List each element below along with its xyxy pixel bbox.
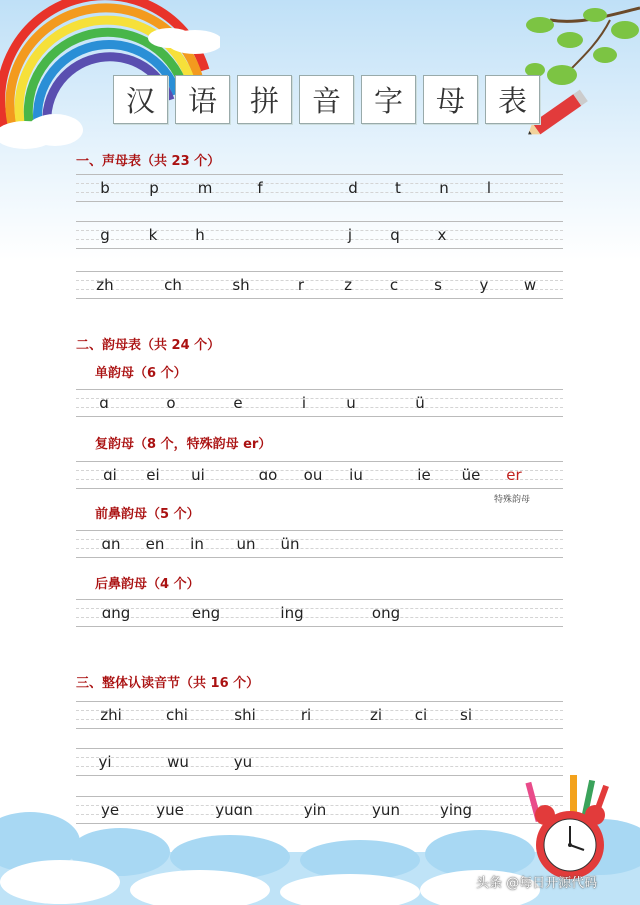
- pinyin-letter: yuɑn: [215, 801, 253, 819]
- pinyin-letter: shi: [234, 706, 256, 724]
- pinyin-letter: sh: [232, 276, 250, 294]
- subheading-single-finals: 单韵母（6 个）: [95, 366, 187, 381]
- writing-band: [76, 599, 563, 627]
- pinyin-letter: si: [460, 706, 472, 724]
- writing-band: [76, 748, 563, 776]
- pinyin-letter: eng: [191, 604, 221, 622]
- alarm-clock-icon: [510, 770, 630, 885]
- pinyin-letter: ong: [371, 604, 401, 622]
- special-final-note: 特殊韵母: [494, 495, 531, 505]
- pinyin-letter: ɑi: [103, 466, 117, 484]
- pinyin-letter: ci: [414, 706, 428, 724]
- pinyin-letter: w: [523, 276, 537, 294]
- pinyin-letter: üe: [461, 466, 481, 484]
- pinyin-letter: in: [190, 535, 204, 553]
- pinyin-letter: ü: [415, 394, 425, 412]
- pinyin-letter: q: [390, 226, 400, 244]
- pinyin-letter: yu: [233, 753, 253, 771]
- title-char: 拼: [237, 75, 292, 124]
- pinyin-letter: t: [395, 179, 401, 197]
- pinyin-letter: ɑn: [101, 535, 121, 553]
- pinyin-letter: yue: [156, 801, 184, 819]
- pinyin-letter: d: [348, 179, 358, 197]
- pinyin-letter: l: [486, 179, 492, 197]
- pinyin-letter: g: [100, 226, 110, 244]
- pinyin-letter: ei: [146, 466, 160, 484]
- pinyin-letter: zhi: [100, 706, 122, 724]
- section-heading-initials: 一、声母表（共 23 个）: [76, 154, 221, 169]
- watermark-text: 头条 @每日开源代码: [476, 876, 598, 891]
- title-char: 字: [361, 75, 416, 124]
- pinyin-letter: yi: [98, 753, 112, 771]
- writing-band: [76, 389, 563, 417]
- pinyin-letter: k: [148, 226, 158, 244]
- pinyin-letter: zi: [369, 706, 383, 724]
- title-char: 母: [423, 75, 478, 124]
- pinyin-letter: ɑ: [99, 394, 109, 412]
- title-char: 音: [299, 75, 354, 124]
- pinyin-letter: n: [439, 179, 449, 197]
- pinyin-letter: yun: [372, 801, 400, 819]
- pinyin-letter: i: [301, 394, 307, 412]
- pinyin-letter: ɑo: [258, 466, 278, 484]
- title-char: 语: [175, 75, 230, 124]
- special-final-er: er: [506, 466, 522, 484]
- pinyin-letter: e: [233, 394, 243, 412]
- pinyin-letter: m: [197, 179, 213, 197]
- pinyin-letter: s: [434, 276, 442, 294]
- pinyin-letter: yin: [303, 801, 327, 819]
- pinyin-letter: o: [166, 394, 176, 412]
- writing-band: [76, 271, 563, 299]
- section-heading-whole-syllables: 三、整体认读音节（共 16 个）: [76, 676, 260, 691]
- pinyin-letter: ie: [417, 466, 431, 484]
- pinyin-letter: ch: [164, 276, 182, 294]
- pinyin-letter: f: [257, 179, 263, 197]
- pinyin-letter: ou: [303, 466, 323, 484]
- pinyin-letter: ün: [280, 535, 300, 553]
- pinyin-letter: x: [437, 226, 447, 244]
- subheading-front-nasal-finals: 前鼻韵母（5 个）: [95, 507, 200, 522]
- pinyin-letter: u: [346, 394, 356, 412]
- pinyin-letter: ying: [439, 801, 473, 819]
- pinyin-letter: c: [389, 276, 399, 294]
- pinyin-letter: en: [145, 535, 165, 553]
- pinyin-letter: ing: [280, 604, 304, 622]
- title-char: 表: [485, 75, 540, 124]
- pinyin-letter: j: [347, 226, 353, 244]
- pinyin-letter: ri: [300, 706, 312, 724]
- title-char: 汉: [113, 75, 168, 124]
- pinyin-letter: h: [195, 226, 205, 244]
- pinyin-letter: ɑng: [101, 604, 131, 622]
- writing-band: [76, 701, 563, 729]
- subheading-back-nasal-finals: 后鼻韵母（4 个）: [95, 577, 200, 592]
- pinyin-letter: wu: [167, 753, 189, 771]
- subheading-compound-finals: 复韵母（8 个，特殊韵母 er）: [95, 437, 272, 452]
- pinyin-letter: chi: [166, 706, 188, 724]
- pinyin-letter: b: [100, 179, 110, 197]
- page-title: [113, 75, 540, 124]
- pinyin-letter: ye: [100, 801, 120, 819]
- pinyin-letter: y: [479, 276, 489, 294]
- pinyin-letter: zh: [96, 276, 114, 294]
- pinyin-letter: r: [297, 276, 305, 294]
- pinyin-letter: ui: [191, 466, 205, 484]
- pinyin-letter: p: [149, 179, 159, 197]
- pinyin-letter: z: [344, 276, 352, 294]
- pinyin-letter: un: [236, 535, 256, 553]
- section-heading-finals: 二、韵母表（共 24 个）: [76, 338, 221, 353]
- pinyin-letter: iu: [349, 466, 363, 484]
